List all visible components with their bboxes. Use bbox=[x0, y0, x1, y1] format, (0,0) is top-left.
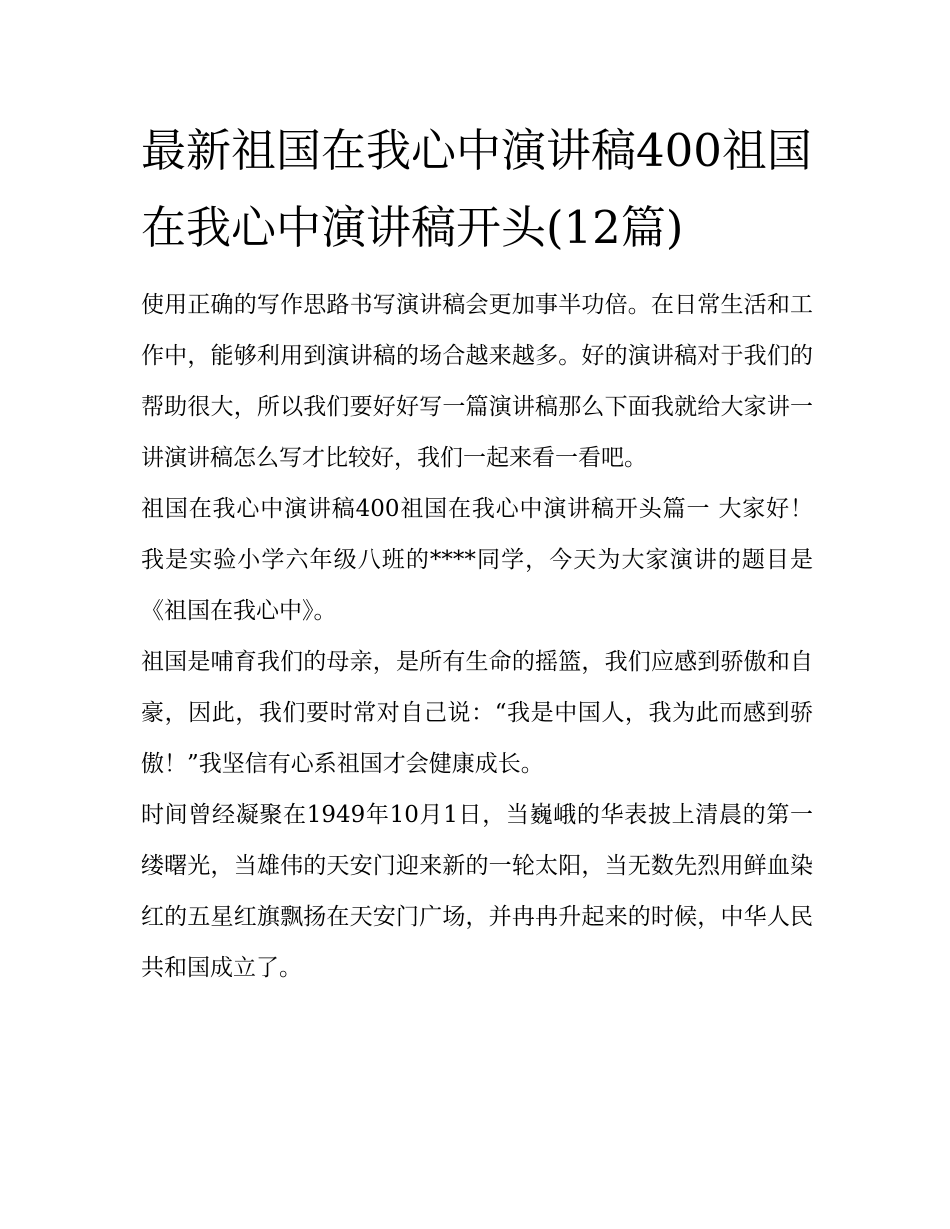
paragraph-intro: 使用正确的写作思路书写演讲稿会更加事半功倍。在日常生活和工作中，能够利用到演讲稿的场合越来越多。好的演讲稿对于我们的帮助很大，所以我们要好好写一篇演讲稿那么下面我就给大家讲一讲演讲稿怎么写才比较好，我们一起来看一看吧。 bbox=[141, 292, 813, 471]
paragraph-history: 时间曾经凝聚在1949年10月1日，当巍峨的华表披上清晨的第一缕曙光，当雄伟的天安门迎来新的一轮太阳，当无数先烈用鲜血染红的五星红旗飘扬在天安门广场，并冉冉升起来的时候，中华人民共和国成立了。 bbox=[141, 802, 813, 981]
paragraph-motherland: 祖国是哺育我们的母亲，是所有生命的摇篮，我们应感到骄傲和自豪，因此，我们要时常对自己说：“我是中国人，我为此而感到骄傲！”我坚信有心系祖国才会健康成长。 bbox=[141, 649, 813, 777]
document-content bbox=[141, 112, 813, 994]
paragraph-greeting: 祖国在我心中演讲稿400祖国在我心中演讲稿开头篇一 大家好！ 我是实验小学六年级八班的****同学，今天为大家演讲的题目是《祖国在我心中》。 bbox=[141, 496, 813, 624]
document-title: 最新祖国在我心中演讲稿400祖国在我心中演讲稿开头(12篇) bbox=[141, 124, 812, 254]
